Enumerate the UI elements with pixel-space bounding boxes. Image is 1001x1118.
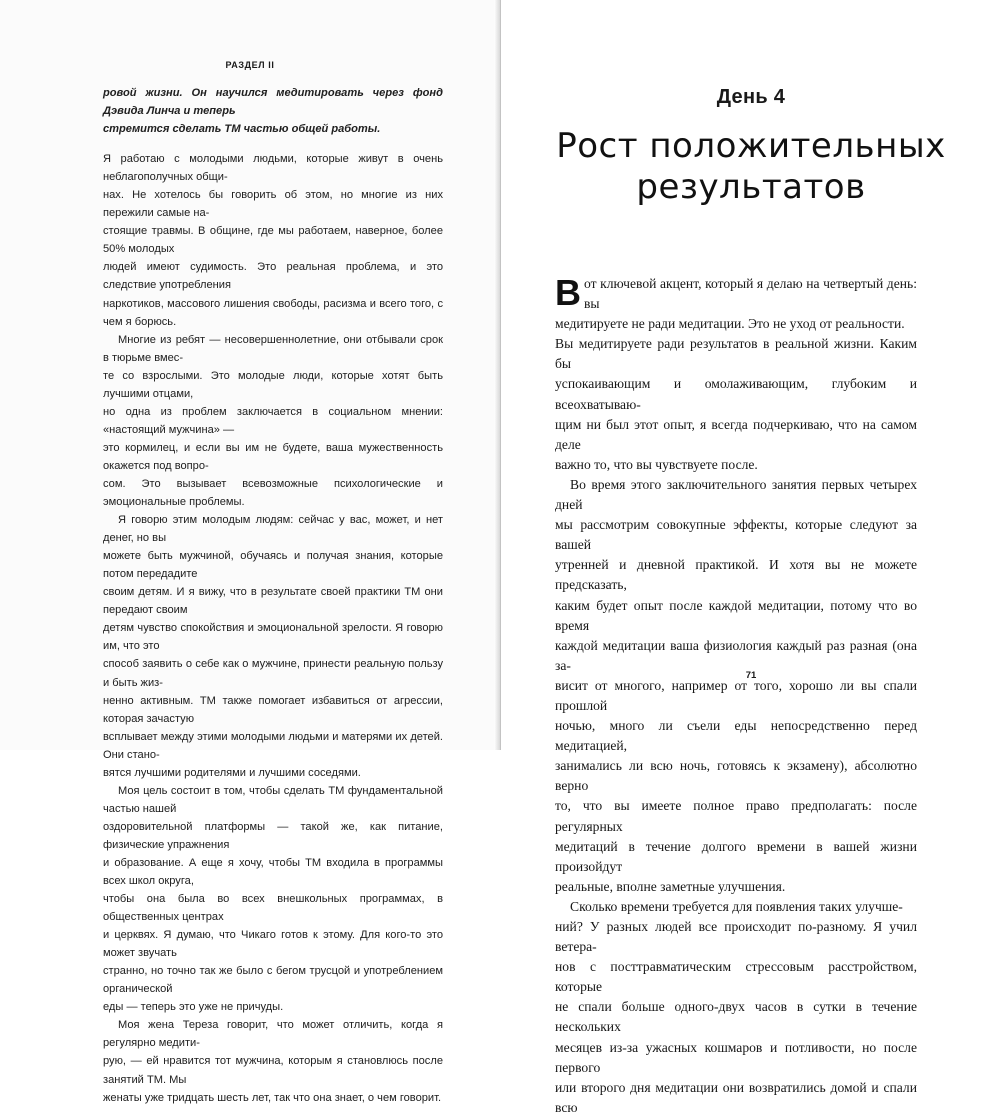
text-line: Сколько времени требуется для появления таких улучше-	[570, 898, 903, 914]
text-line: нов с посттравматическим стрессовым расстройством, которые	[555, 959, 917, 995]
text-line: это кормилец, и если вы им не будете, ваша мужественность окажется под вопро-	[103, 441, 443, 472]
chapter-title-line: Рост положительных	[556, 126, 946, 166]
text-line: стоящие травмы. В общине, где мы работаем, наверное, более 50% молодых	[103, 225, 443, 256]
paragraph	[103, 511, 443, 782]
text-line: каждой медитации ваша физиология каждый раз разная (она за-	[555, 637, 917, 673]
paragraph	[555, 897, 917, 1118]
text-line: те со взрослыми. Это молодые люди, которые хотят быть лучшими отцами,	[103, 369, 443, 400]
text-line: утренней и дневной практикой. И хотя вы не можете предсказать,	[555, 557, 917, 593]
paragraph	[103, 782, 443, 1017]
text-line: мы рассмотрим совокупные эффекты, которые следуют за вашей	[555, 517, 917, 553]
text-line: то, что вы имеете полное право предполагать: после регулярных	[555, 798, 917, 834]
text-line: медитируете не ради медитации. Это не уход от реальности.	[555, 316, 905, 332]
text-line: нах. Не хотелось бы говорить об этом, но многие из них пережили самые на-	[103, 189, 443, 220]
text-line: щим ни был этот опыт, я всегда подчеркиваю, что на самом деле	[555, 416, 917, 452]
text-line: еды — теперь это уже не причуды.	[103, 1001, 284, 1014]
text-line: реальные, вполне заметные улучшения.	[555, 878, 786, 894]
text-line: рую, — ей нравится тот мужчина, которым я становлюсь после занятий ТМ. Мы	[103, 1055, 443, 1086]
text-line: от ключевой акцент, который я делаю на четвертый день: вы	[584, 276, 917, 312]
running-head: РАЗДЕЛ II	[225, 60, 275, 70]
text-line: и образование. А еще я хочу, чтобы ТМ входила в программы всех школ округа,	[103, 856, 443, 888]
text-line: месяцев из-за ужасных кошмаров и потливости, но после первого	[555, 1039, 917, 1075]
day-label: День 4	[716, 86, 786, 108]
text-line: не спали больше одного-двух часов в сутки в течение нескольких	[555, 999, 917, 1035]
right-page-body	[555, 274, 917, 1118]
text-line: Во время этого заключительного занятия первых четырех дней	[555, 476, 917, 513]
text-line: Я говорю этим молодым людям: сейчас у вас, может, и нет денег, но вы	[103, 514, 443, 545]
text-line: успокаивающим и омолаживающим, глубоким и всеохватываю-	[555, 376, 917, 412]
paragraph	[103, 331, 443, 511]
text-line: ний? У разных людей все происходит по-разному. Я учил ветера-	[555, 919, 917, 955]
text-line: стремится сделать ТМ частью общей работы.	[103, 123, 381, 136]
text-line: сом. Это вызывает всевозможные психологические и эмоциональные проблемы.	[103, 477, 443, 509]
text-line: людей имеют судимость. Это реальная проблема, и это следствие употребления	[103, 261, 443, 292]
left-page-body	[103, 84, 443, 1107]
left-page	[0, 0, 500, 1104]
text-line: своим детям. И я вижу, что в результате своей практики ТМ они передают своим	[103, 586, 443, 617]
text-line: чтобы она была во всех внешкольных программах, в общественных центрах	[103, 893, 443, 924]
text-line: и церквях. Я думаю, что Чикаго готов к этому. Для кого-то это может звучать	[103, 929, 443, 960]
text-line: но одна из проблем заключается в социальном мнении: «настоящий мужчина» —	[103, 405, 443, 436]
chapter-title	[501, 126, 1001, 208]
drop-cap: В	[555, 272, 581, 313]
paragraph	[555, 274, 917, 475]
text-line: висит от многого, например от того, хорошо ли вы спали прошлой	[555, 677, 917, 713]
text-line: Я работаю с молодыми людьми, которые живут в очень неблагополучных общи-	[103, 153, 443, 184]
text-line: можете быть мужчиной, обучаясь и получая знания, которые потом передадите	[103, 550, 443, 581]
text-line: вятся лучшими родителями и лучшими соседями.	[103, 766, 361, 779]
text-line: всплывает между этими молодыми людьми и матерями их детей. Они стано-	[103, 730, 443, 761]
page-number: 71	[745, 670, 757, 681]
text-line: занимались ли всю ночь, готовясь к экзамену), абсолютно верно	[555, 758, 917, 794]
paragraph	[555, 475, 917, 897]
paragraph	[103, 84, 443, 138]
text-line: важно то, что вы чувствуете после.	[555, 456, 758, 472]
text-line: странно, но точно так же было с бегом трусцой и употреблением органической	[103, 965, 443, 996]
paragraph	[103, 150, 443, 330]
text-line: женаты уже тридцать шесть лет, так что она знает, о чем говорит.	[103, 1091, 442, 1104]
text-line: ровой жизни. Он научился медитировать через фонд Дэвида Линча и теперь	[103, 87, 443, 118]
text-line: или второго дня медитации они возвратились домой и спали всю	[555, 1079, 917, 1115]
text-line: оздоровительной платформы — такой же, как питание, физические упражнения	[103, 820, 443, 851]
paragraph	[103, 1016, 443, 1106]
text-line: медитаций в течение долгого времени в вашей жизни произойдут	[555, 838, 917, 874]
text-line: способ заявить о себе как о мужчине, принести реальную пользу и быть жиз-	[103, 658, 443, 689]
chapter-title-line: результатов	[636, 167, 866, 207]
text-line: Моя жена Тереза говорит, что может отличить, когда я регулярно медити-	[103, 1019, 443, 1050]
text-line: ненно активным. ТМ также помогает избавиться от агрессии, которая зачастую	[103, 694, 443, 725]
text-line: каким будет опыт после каждой медитации, потому что во время	[555, 597, 917, 633]
text-line: наркотиков, массового лишения свободы, расизма и всего того, с чем я борюсь.	[103, 297, 443, 328]
text-line: ночью, много ли съели еды непосредственно перед медитацией,	[555, 718, 917, 754]
text-line: Многие из ребят — несовершеннолетние, они отбывали срок в тюрьме вмес-	[103, 333, 443, 364]
text-line: детям чувство спокойствия и эмоциональной зрелости. Я говорю им, что это	[103, 622, 443, 653]
text-line: Моя цель состоит в том, чтобы сделать ТМ фундаментальной частью нашей	[103, 784, 443, 815]
text-line: Вы медитируете ради результатов в реальной жизни. Каким бы	[555, 336, 917, 372]
